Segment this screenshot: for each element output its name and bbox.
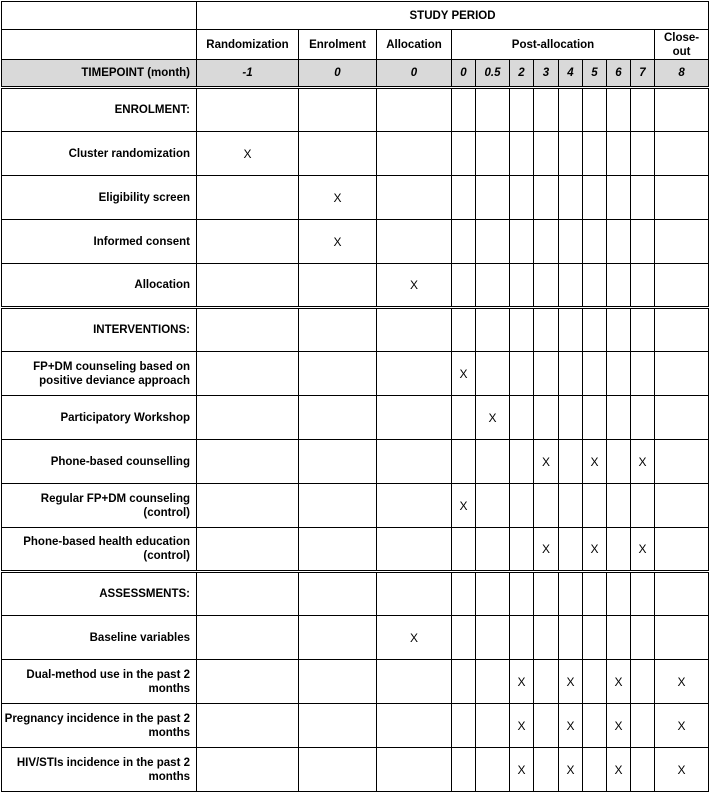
empty-cell bbox=[583, 748, 607, 792]
empty-cell bbox=[655, 176, 709, 220]
empty-cell bbox=[534, 748, 559, 792]
empty-cell bbox=[583, 176, 607, 220]
empty-cell bbox=[559, 396, 583, 440]
empty-cell bbox=[299, 308, 377, 352]
empty-cell bbox=[476, 132, 510, 176]
empty-cell bbox=[510, 88, 534, 132]
empty-cell bbox=[583, 660, 607, 704]
empty-cell bbox=[197, 440, 299, 484]
empty-cell bbox=[655, 88, 709, 132]
schedule-body bbox=[2, 2, 709, 792]
x-mark-cell: X bbox=[631, 440, 655, 484]
empty-cell bbox=[452, 704, 476, 748]
empty-cell bbox=[452, 748, 476, 792]
empty-cell bbox=[299, 748, 377, 792]
x-mark-cell: X bbox=[197, 132, 299, 176]
x-mark-cell: X bbox=[476, 396, 510, 440]
empty-cell bbox=[197, 396, 299, 440]
empty-cell bbox=[655, 396, 709, 440]
empty-cell bbox=[607, 528, 631, 572]
empty-cell bbox=[607, 132, 631, 176]
empty-cell bbox=[377, 748, 452, 792]
x-mark-cell: X bbox=[655, 660, 709, 704]
empty-cell bbox=[534, 484, 559, 528]
section-heading-row bbox=[2, 308, 709, 352]
empty-cell bbox=[559, 88, 583, 132]
x-mark-cell: X bbox=[655, 748, 709, 792]
empty-cell bbox=[452, 132, 476, 176]
activity-label: Informed consent bbox=[2, 220, 197, 264]
empty-cell bbox=[631, 484, 655, 528]
empty-cell bbox=[377, 176, 452, 220]
x-mark-cell: X bbox=[534, 528, 559, 572]
x-mark-cell: X bbox=[377, 264, 452, 308]
empty-cell bbox=[452, 176, 476, 220]
x-mark-cell: X bbox=[607, 660, 631, 704]
schedule-row bbox=[2, 528, 709, 572]
empty-cell bbox=[476, 484, 510, 528]
empty-phase-cell bbox=[2, 30, 197, 60]
x-mark-cell: X bbox=[534, 440, 559, 484]
empty-cell bbox=[559, 528, 583, 572]
study-period-row bbox=[2, 2, 709, 30]
timepoint-cell: 8 bbox=[655, 60, 709, 88]
study-period-header: STUDY PERIOD bbox=[197, 2, 709, 30]
empty-cell bbox=[476, 88, 510, 132]
phase-allocation: Allocation bbox=[377, 30, 452, 60]
empty-cell bbox=[607, 264, 631, 308]
empty-cell bbox=[197, 220, 299, 264]
empty-cell bbox=[583, 220, 607, 264]
schedule-row bbox=[2, 132, 709, 176]
schedule-row bbox=[2, 660, 709, 704]
timepoint-cell: 0 bbox=[377, 60, 452, 88]
empty-cell bbox=[510, 264, 534, 308]
empty-cell bbox=[631, 308, 655, 352]
schedule-row bbox=[2, 704, 709, 748]
empty-cell bbox=[452, 528, 476, 572]
empty-cell bbox=[299, 572, 377, 616]
empty-cell bbox=[452, 616, 476, 660]
empty-cell bbox=[299, 264, 377, 308]
x-mark-cell: X bbox=[607, 704, 631, 748]
timepoint-cell: -1 bbox=[197, 60, 299, 88]
empty-cell bbox=[197, 616, 299, 660]
empty-cell bbox=[197, 88, 299, 132]
empty-cell bbox=[476, 660, 510, 704]
x-mark-cell: X bbox=[583, 440, 607, 484]
empty-cell bbox=[534, 132, 559, 176]
x-mark-cell: X bbox=[299, 176, 377, 220]
empty-cell bbox=[510, 484, 534, 528]
empty-cell bbox=[631, 660, 655, 704]
empty-cell bbox=[510, 528, 534, 572]
empty-cell bbox=[631, 264, 655, 308]
empty-cell bbox=[452, 264, 476, 308]
x-mark-cell: X bbox=[559, 704, 583, 748]
empty-cell bbox=[299, 660, 377, 704]
empty-cell bbox=[299, 616, 377, 660]
empty-cell bbox=[510, 616, 534, 660]
empty-cell bbox=[377, 704, 452, 748]
x-mark-cell: X bbox=[559, 660, 583, 704]
empty-cell bbox=[655, 308, 709, 352]
empty-cell bbox=[377, 352, 452, 396]
timepoint-row bbox=[2, 60, 709, 88]
empty-cell bbox=[534, 264, 559, 308]
phase-post-allocation: Post-allocation bbox=[452, 30, 655, 60]
section-heading: ENROLMENT: bbox=[2, 88, 197, 132]
empty-cell bbox=[583, 484, 607, 528]
empty-cell bbox=[583, 704, 607, 748]
empty-cell bbox=[476, 264, 510, 308]
activity-label: Participatory Workshop bbox=[2, 396, 197, 440]
x-mark-cell: X bbox=[655, 704, 709, 748]
schedule-row bbox=[2, 748, 709, 792]
empty-cell bbox=[299, 88, 377, 132]
empty-cell bbox=[197, 528, 299, 572]
empty-cell bbox=[510, 352, 534, 396]
empty-cell bbox=[583, 572, 607, 616]
empty-cell bbox=[559, 440, 583, 484]
empty-cell bbox=[607, 572, 631, 616]
phase-randomization: Randomization bbox=[197, 30, 299, 60]
schedule-row bbox=[2, 264, 709, 308]
schedule-row bbox=[2, 352, 709, 396]
empty-cell bbox=[476, 704, 510, 748]
empty-cell bbox=[534, 704, 559, 748]
empty-cell bbox=[655, 440, 709, 484]
schedule-row bbox=[2, 616, 709, 660]
empty-cell bbox=[607, 220, 631, 264]
empty-cell bbox=[607, 308, 631, 352]
empty-cell bbox=[377, 660, 452, 704]
empty-cell bbox=[452, 88, 476, 132]
empty-cell bbox=[583, 264, 607, 308]
empty-cell bbox=[583, 396, 607, 440]
empty-cell bbox=[607, 88, 631, 132]
empty-cell bbox=[655, 352, 709, 396]
empty-cell bbox=[197, 308, 299, 352]
empty-cell bbox=[377, 528, 452, 572]
empty-cell bbox=[583, 132, 607, 176]
empty-cell bbox=[510, 440, 534, 484]
timepoint-cell: 3 bbox=[534, 60, 559, 88]
empty-cell bbox=[197, 176, 299, 220]
empty-cell bbox=[534, 660, 559, 704]
empty-cell bbox=[452, 396, 476, 440]
empty-cell bbox=[197, 352, 299, 396]
empty-cell bbox=[476, 528, 510, 572]
empty-cell bbox=[534, 352, 559, 396]
empty-cell bbox=[510, 176, 534, 220]
activity-label: Pregnancy incidence in the past 2 months bbox=[2, 704, 197, 748]
empty-cell bbox=[299, 440, 377, 484]
empty-cell bbox=[655, 528, 709, 572]
empty-cell bbox=[559, 352, 583, 396]
activity-label: Eligibility screen bbox=[2, 176, 197, 220]
empty-cell bbox=[299, 396, 377, 440]
empty-cell bbox=[377, 220, 452, 264]
empty-cell bbox=[655, 264, 709, 308]
empty-cell bbox=[655, 220, 709, 264]
empty-cell bbox=[510, 132, 534, 176]
x-mark-cell: X bbox=[299, 220, 377, 264]
empty-cell bbox=[583, 308, 607, 352]
empty-cell bbox=[377, 484, 452, 528]
x-mark-cell: X bbox=[510, 748, 534, 792]
timepoint-cell: 5 bbox=[583, 60, 607, 88]
empty-cell bbox=[377, 88, 452, 132]
empty-cell bbox=[377, 308, 452, 352]
empty-cell bbox=[655, 572, 709, 616]
empty-cell bbox=[476, 440, 510, 484]
empty-cell bbox=[476, 352, 510, 396]
empty-cell bbox=[655, 616, 709, 660]
timepoint-cell: 0.5 bbox=[476, 60, 510, 88]
timepoint-cell: 4 bbox=[559, 60, 583, 88]
activity-label: Phone-based health education (control) bbox=[2, 528, 197, 572]
empty-cell bbox=[583, 616, 607, 660]
empty-cell bbox=[631, 748, 655, 792]
empty-cell bbox=[377, 396, 452, 440]
empty-cell bbox=[655, 132, 709, 176]
empty-cell bbox=[631, 616, 655, 660]
phase-row bbox=[2, 30, 709, 60]
empty-cell bbox=[510, 396, 534, 440]
empty-cell bbox=[631, 352, 655, 396]
empty-cell bbox=[197, 748, 299, 792]
empty-cell bbox=[534, 616, 559, 660]
empty-cell bbox=[534, 308, 559, 352]
empty-cell bbox=[559, 572, 583, 616]
empty-cell bbox=[197, 704, 299, 748]
empty-corner-cell bbox=[2, 2, 197, 30]
empty-cell bbox=[607, 616, 631, 660]
empty-cell bbox=[197, 660, 299, 704]
section-heading-row bbox=[2, 572, 709, 616]
schedule-row bbox=[2, 484, 709, 528]
x-mark-cell: X bbox=[452, 484, 476, 528]
empty-cell bbox=[607, 176, 631, 220]
empty-cell bbox=[476, 220, 510, 264]
x-mark-cell: X bbox=[559, 748, 583, 792]
empty-cell bbox=[476, 308, 510, 352]
empty-cell bbox=[510, 220, 534, 264]
empty-cell bbox=[559, 132, 583, 176]
activity-label: Phone-based counselling bbox=[2, 440, 197, 484]
x-mark-cell: X bbox=[377, 616, 452, 660]
spirit-schedule-table bbox=[1, 1, 709, 792]
empty-cell bbox=[607, 352, 631, 396]
empty-cell bbox=[476, 572, 510, 616]
empty-cell bbox=[377, 572, 452, 616]
timepoint-cell: 0 bbox=[299, 60, 377, 88]
schedule-row bbox=[2, 176, 709, 220]
empty-cell bbox=[452, 308, 476, 352]
empty-cell bbox=[631, 220, 655, 264]
empty-cell bbox=[534, 88, 559, 132]
empty-cell bbox=[559, 616, 583, 660]
x-mark-cell: X bbox=[583, 528, 607, 572]
timepoint-label: TIMEPOINT (month) bbox=[2, 60, 197, 88]
empty-cell bbox=[631, 176, 655, 220]
empty-cell bbox=[559, 484, 583, 528]
empty-cell bbox=[299, 352, 377, 396]
section-heading: INTERVENTIONS: bbox=[2, 308, 197, 352]
schedule-row bbox=[2, 440, 709, 484]
schedule-row bbox=[2, 220, 709, 264]
x-mark-cell: X bbox=[510, 660, 534, 704]
timepoint-cell: 0 bbox=[452, 60, 476, 88]
empty-cell bbox=[299, 528, 377, 572]
activity-label: Cluster randomization bbox=[2, 132, 197, 176]
empty-cell bbox=[607, 396, 631, 440]
empty-cell bbox=[452, 660, 476, 704]
empty-cell bbox=[631, 88, 655, 132]
empty-cell bbox=[559, 264, 583, 308]
activity-label: Baseline variables bbox=[2, 616, 197, 660]
empty-cell bbox=[377, 132, 452, 176]
empty-cell bbox=[631, 572, 655, 616]
timepoint-cell: 7 bbox=[631, 60, 655, 88]
empty-cell bbox=[559, 308, 583, 352]
empty-cell bbox=[299, 132, 377, 176]
section-heading-row bbox=[2, 88, 709, 132]
x-mark-cell: X bbox=[510, 704, 534, 748]
empty-cell bbox=[510, 572, 534, 616]
empty-cell bbox=[559, 220, 583, 264]
activity-label: HIV/STIs incidence in the past 2 months bbox=[2, 748, 197, 792]
empty-cell bbox=[583, 352, 607, 396]
empty-cell bbox=[607, 484, 631, 528]
empty-cell bbox=[197, 264, 299, 308]
empty-cell bbox=[197, 484, 299, 528]
empty-cell bbox=[631, 396, 655, 440]
empty-cell bbox=[631, 132, 655, 176]
empty-cell bbox=[197, 572, 299, 616]
empty-cell bbox=[534, 176, 559, 220]
empty-cell bbox=[299, 704, 377, 748]
empty-cell bbox=[655, 484, 709, 528]
empty-cell bbox=[476, 176, 510, 220]
empty-cell bbox=[452, 220, 476, 264]
empty-cell bbox=[583, 88, 607, 132]
empty-cell bbox=[607, 440, 631, 484]
empty-cell bbox=[631, 704, 655, 748]
activity-label: Allocation bbox=[2, 264, 197, 308]
empty-cell bbox=[299, 484, 377, 528]
timepoint-cell: 2 bbox=[510, 60, 534, 88]
phase-enrolment: Enrolment bbox=[299, 30, 377, 60]
activity-label: Regular FP+DM counseling (control) bbox=[2, 484, 197, 528]
empty-cell bbox=[534, 220, 559, 264]
empty-cell bbox=[559, 176, 583, 220]
empty-cell bbox=[476, 748, 510, 792]
phase-close-out: Close-out bbox=[655, 30, 709, 60]
section-heading: ASSESSMENTS: bbox=[2, 572, 197, 616]
activity-label: Dual-method use in the past 2 months bbox=[2, 660, 197, 704]
activity-label: FP+DM counseling based on positive deviance approach bbox=[2, 352, 197, 396]
empty-cell bbox=[476, 616, 510, 660]
schedule-row bbox=[2, 396, 709, 440]
empty-cell bbox=[377, 440, 452, 484]
x-mark-cell: X bbox=[607, 748, 631, 792]
empty-cell bbox=[452, 440, 476, 484]
x-mark-cell: X bbox=[452, 352, 476, 396]
x-mark-cell: X bbox=[631, 528, 655, 572]
empty-cell bbox=[534, 572, 559, 616]
empty-cell bbox=[452, 572, 476, 616]
empty-cell bbox=[534, 396, 559, 440]
timepoint-cell: 6 bbox=[607, 60, 631, 88]
empty-cell bbox=[510, 308, 534, 352]
